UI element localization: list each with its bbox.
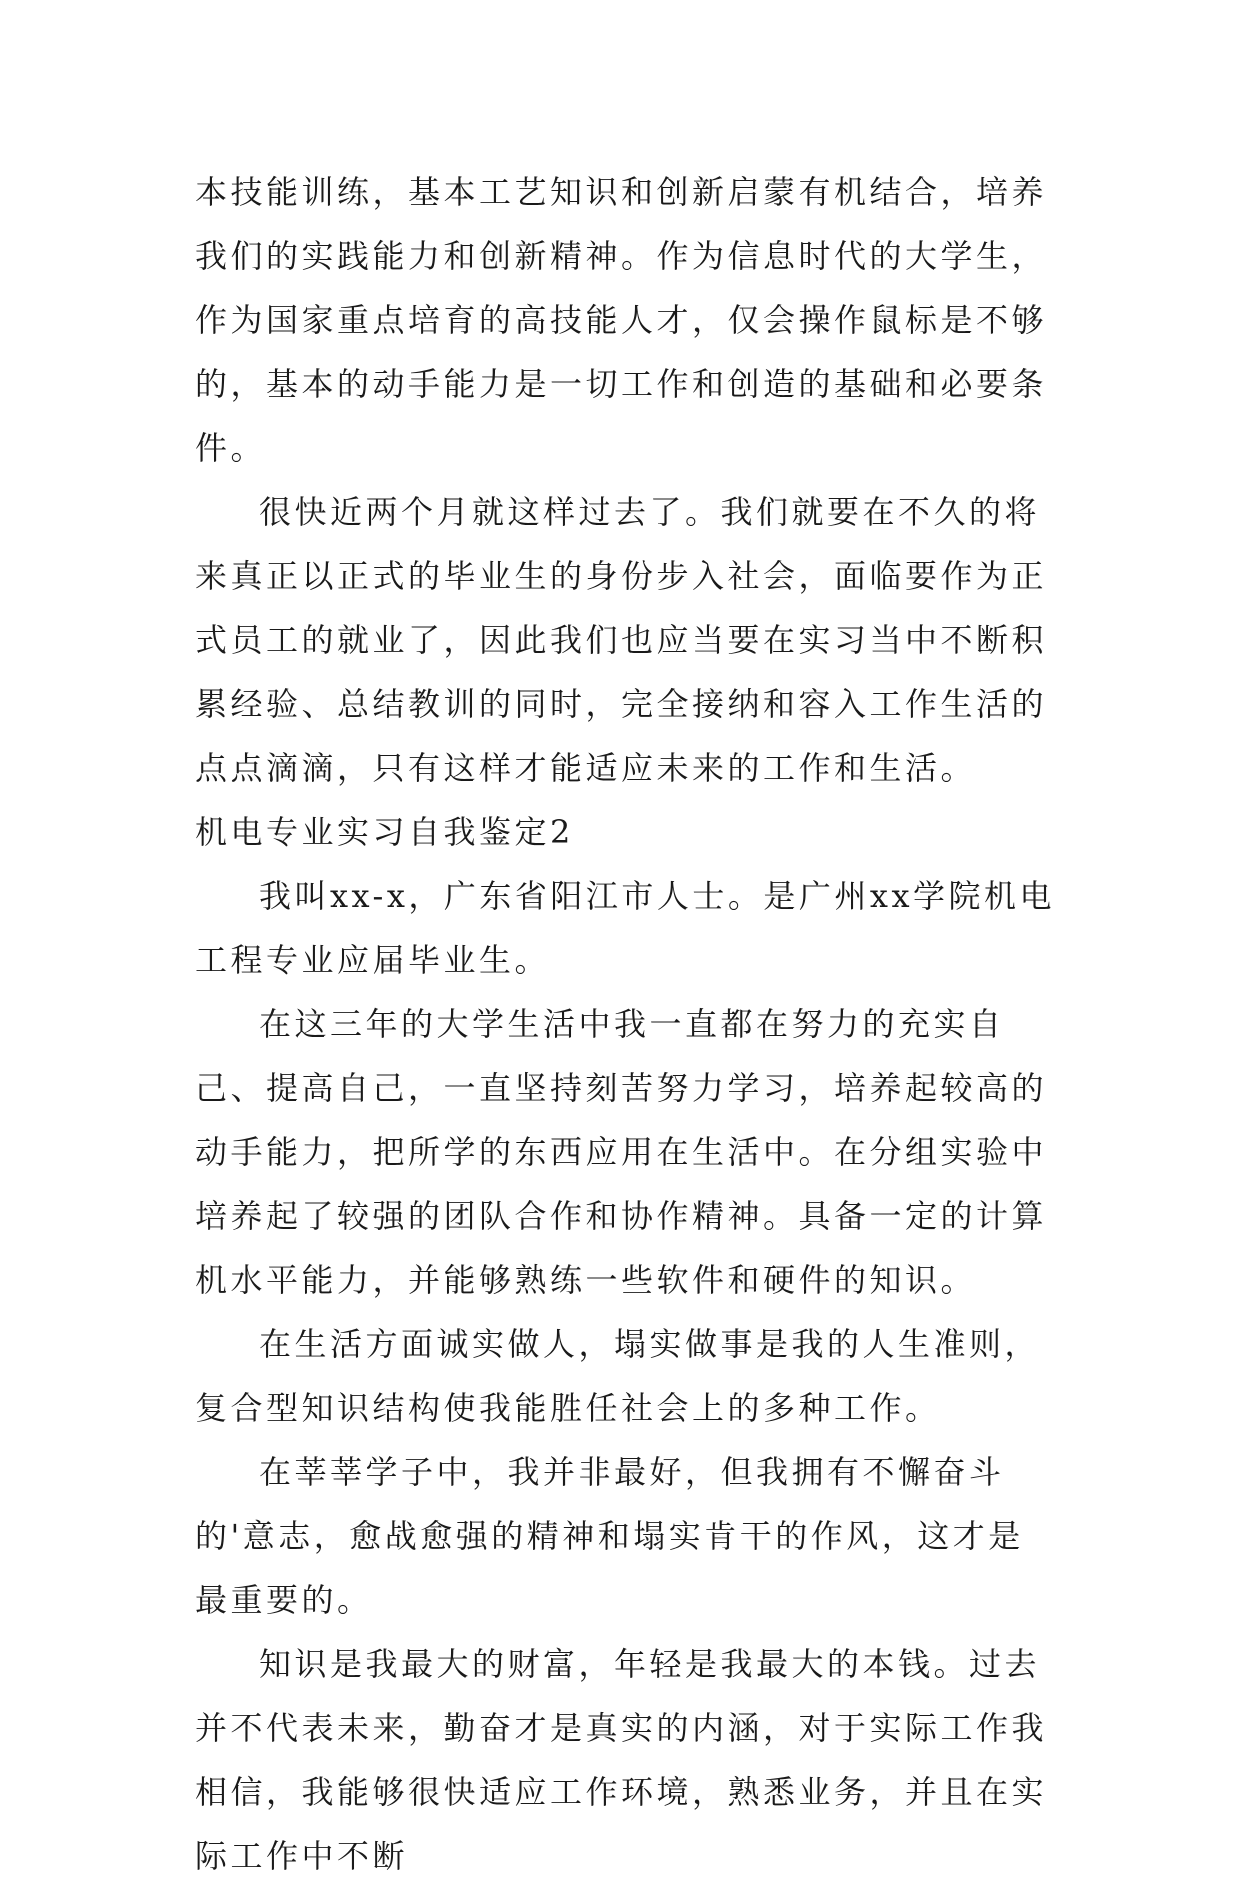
paragraph-6: 在莘莘学子中，我并非最好，但我拥有不懈奋斗的'意志，愈战愈强的精神和塌实肯干的作风，这才是最重要的。 [195,1453,1024,1619]
paragraph-5: 在生活方面诚实做人，塌实做事是我的人生准则，复合型知识结构使我能胜任社会上的多种工作。 [195,1325,1041,1427]
paragraph-4: 在这三年的大学生活中我一直都在努力的充实自己、提高自己，一直坚持刻苦努力学习，培养起较高的动手能力，把所学的东西应用在生活中。在分组实验中培养起了较强的团队合作和协作精神。具备一定的计算机水平能力，并能够熟练一些软件和硬件的知识。 [195,1005,1048,1299]
document-body [195,160,1055,1888]
paragraph-3: 我叫xx-x，广东省阳江市人士。是广州xx学院机电工程专业应届毕业生。 [195,877,1055,979]
paragraph-2: 很快近两个月就这样过去了。我们就要在不久的将来真正以正式的毕业生的身份步入社会，面临要作为正式员工的就业了，因此我们也应当要在实习当中不断积累经验、总结教训的同时，完全接纳和容入工作生活的点点滴滴，只有这样才能适应未来的工作和生活。 [195,493,1048,787]
paragraph-7: 知识是我最大的财富，年轻是我最大的本钱。过去并不代表未来，勤奋才是真实的内涵，对于实际工作我相信，我能够很快适应工作环境，熟悉业务，并且在实际工作中不断 [195,1645,1048,1875]
paragraph-1: 本技能训练，基本工艺知识和创新启蒙有机结合，培养我们的实践能力和创新精神。作为信息时代的大学生，作为国家重点培育的高技能人才，仅会操作鼠标是不够的，基本的动手能力是一切工作和创造的基础和必要条件。 [195,173,1048,467]
section-title: 机电专业实习自我鉴定2 [195,813,574,851]
